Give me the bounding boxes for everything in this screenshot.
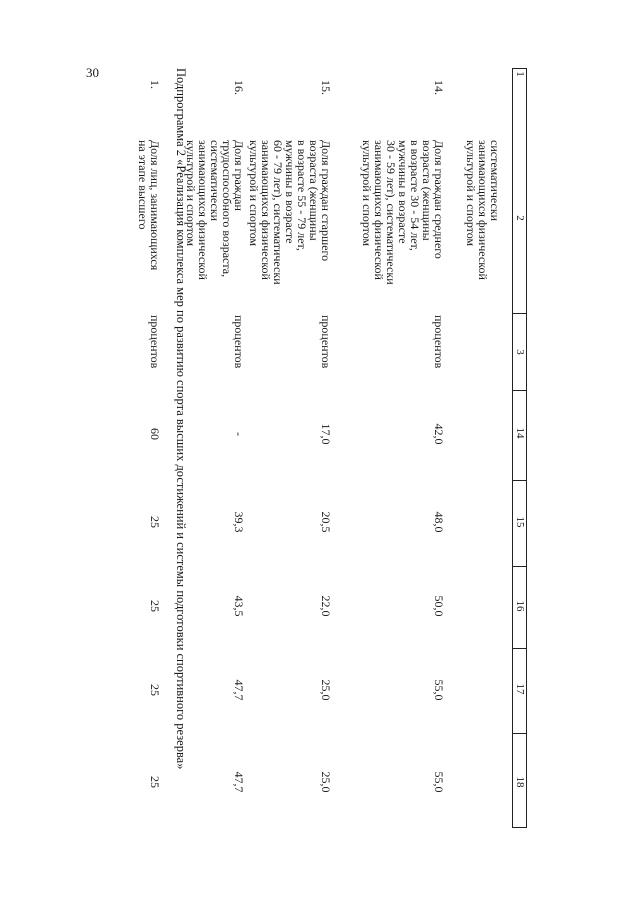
value-col-14: 60 — [148, 428, 162, 440]
row-number: 16. — [232, 80, 246, 95]
header-col-2: 2 — [514, 215, 526, 221]
value-col-17: 25 — [148, 684, 162, 696]
value-col-18: 47,7 — [232, 771, 246, 793]
header-col-separator — [513, 390, 527, 391]
row-description: Доля лиц, занимающихся на этапе высшего — [136, 140, 162, 271]
header-col-3: 3 — [514, 349, 526, 355]
page-number: 30 — [86, 65, 99, 80]
header-col-separator — [513, 313, 527, 314]
table-top-border — [526, 68, 527, 828]
value-col-16: 25 — [148, 600, 162, 612]
header-col-separator — [513, 827, 527, 828]
row-unit: процентов — [319, 315, 333, 369]
value-col-18: 25 — [148, 776, 162, 788]
header-col-15: 15 — [514, 516, 526, 528]
table-header-border — [512, 68, 513, 828]
header-col-17: 17 — [514, 683, 526, 695]
row-number: 1. — [148, 80, 162, 89]
header-col-16: 16 — [514, 600, 526, 612]
row-description: Доля граждан трудоспособного возраста, систематически занимающихся физической культурой и спортом — [184, 140, 246, 280]
header-col-separator — [513, 480, 527, 481]
subprogram-title: Подпрограмма 2 «Реализация комплекса мер по развитию спорта высших достижений и системы подготовки спортивного резерва» — [174, 68, 188, 770]
row-number: 15. — [319, 80, 333, 95]
value-col-15: 39,3 — [232, 511, 246, 533]
header-col-separator — [513, 733, 527, 734]
value-col-15: 48,0 — [432, 511, 446, 533]
continuation-description: систематически занимающихся физической культурой и спортом — [464, 140, 502, 280]
row-unit: процентов — [148, 315, 162, 369]
header-col-1: 1 — [514, 71, 526, 77]
row-number: 14. — [432, 80, 446, 95]
value-col-14: 42,0 — [432, 423, 446, 445]
row-unit: процентов — [432, 315, 446, 369]
header-col-separator — [513, 566, 527, 567]
row-description: Доля граждан среднего возраста (женщины в возрасте 30 - 54 лет, мужчины в возрасте 30 - 59 лет), систематически занимающихся физической культурой и спортом — [360, 140, 446, 285]
rotated-table-page — [117, 68, 527, 828]
row-description: Доля граждан старшего возраста (женщины в возрасте 55 - 79 лет, мужчины в возрасте 60 - 79 лет), систематически занимающихся физической культурой и спортом — [247, 140, 333, 285]
value-col-16: 43,5 — [232, 595, 246, 617]
value-col-17: 55,0 — [432, 679, 446, 701]
value-col-16: 22,0 — [319, 595, 333, 617]
value-col-15: 20,5 — [319, 511, 333, 533]
header-col-18: 18 — [514, 776, 526, 788]
value-col-17: 47,7 — [232, 679, 246, 701]
value-col-18: 55,0 — [432, 771, 446, 793]
value-col-16: 50,0 — [432, 595, 446, 617]
value-col-14: - — [232, 432, 246, 436]
header-col-separator — [513, 648, 527, 649]
header-col-14: 14 — [514, 427, 526, 439]
value-col-17: 25,0 — [319, 679, 333, 701]
value-col-18: 25,0 — [319, 771, 333, 793]
value-col-15: 25 — [148, 516, 162, 528]
value-col-14: 17,0 — [319, 423, 333, 445]
row-unit: процентов — [232, 315, 246, 369]
